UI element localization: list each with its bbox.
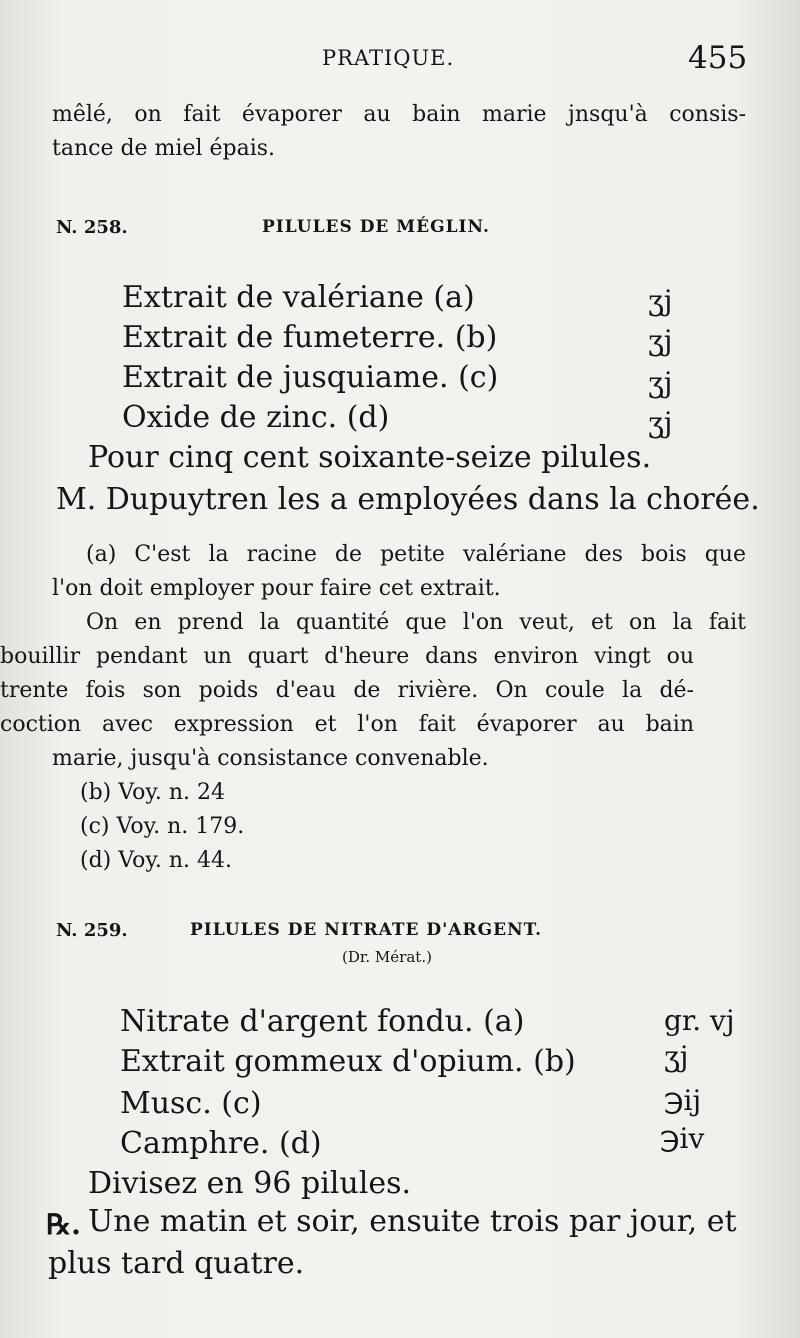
section-258-number: N. 258. [56, 217, 128, 238]
note-a-line-2: l'on doit employer pour faire cet extrait. [52, 576, 501, 601]
ingredient-259-4-name: Camphre. (d) [120, 1126, 322, 1161]
note-a-cont-line-3: trente fois son poids d'eau de rivière. On coule la dé- [0, 678, 694, 703]
section-258-title: PILULES DE MÉGLIN. [262, 217, 490, 237]
ingredient-258-4-qty: ʒj [648, 406, 673, 439]
continuation-line-1: mêlé, on fait évaporer au bain marie jnsqu'à consis- [52, 102, 746, 127]
ingredient-258-2-qty: ʒj [648, 324, 673, 357]
section-259-number: N. 259. [56, 920, 128, 941]
ingredient-259-3-name: Musc. (c) [120, 1086, 262, 1121]
ingredient-258-3-qty: ʒj [648, 366, 673, 399]
running-title: PRATIQUE. [322, 46, 455, 70]
note-a-line-1: (a) C'est la racine de petite valériane des bois que [86, 542, 746, 567]
note-a-cont-line-2: bouillir pendant un quart d'heure dans environ vingt ou [0, 644, 694, 669]
ingredient-259-2-qty: ʒj [664, 1040, 689, 1073]
ingredient-258-2-name: Extrait de fumeterre. (b) [122, 320, 498, 355]
note-a-cont-line-1: On en prend la quantité que l'on veut, et on la fait [86, 610, 746, 635]
section-258-usage: M. Dupuytren les a employées dans la chorée. [56, 482, 760, 517]
ingredient-259-4-qty: ℈iv [660, 1122, 705, 1155]
ingredient-258-3-name: Extrait de jusquiame. (c) [122, 360, 499, 395]
note-a-cont-line-4: coction avec expression et l'on fait évaporer au bain [0, 712, 694, 737]
section-259-title: PILULES DE NITRATE D'ARGENT. [190, 920, 543, 940]
ingredient-259-3-qty: ℈ij [664, 1084, 702, 1117]
ref-d: (d) Voy. n. 44. [80, 848, 232, 873]
page-number: 455 [688, 40, 748, 76]
continuation-line-2: tance de miel épais. [52, 136, 276, 161]
ref-b: (b) Voy. n. 24 [80, 780, 225, 805]
section-258-yield: Pour cinq cent soixante-seize pilules. [88, 440, 652, 475]
ingredient-259-1-qty: gr. vj [664, 1004, 735, 1037]
recipe-symbol: ℞. [46, 1208, 81, 1241]
ingredient-258-1-name: Extrait de valériane (a) [122, 280, 475, 315]
section-259-usage-line-2: plus tard quatre. [48, 1246, 305, 1281]
note-a-cont-line-5: marie, jusqu'à consistance convenable. [52, 746, 489, 771]
section-259-yield: Divisez en 96 pilules. [88, 1166, 411, 1201]
section-259-author: (Dr. Mérat.) [342, 948, 432, 966]
ingredient-259-1-name: Nitrate d'argent fondu. (a) [120, 1004, 525, 1039]
ref-c: (c) Voy. n. 179. [80, 814, 245, 839]
ingredient-259-2-name: Extrait gommeux d'opium. (b) [120, 1044, 576, 1079]
ingredient-258-4-name: Oxide de zinc. (d) [122, 400, 390, 435]
section-259-usage-line-1: Une matin et soir, ensuite trois par jour, et [88, 1204, 737, 1239]
ingredient-258-1-qty: ʒj [648, 284, 673, 317]
